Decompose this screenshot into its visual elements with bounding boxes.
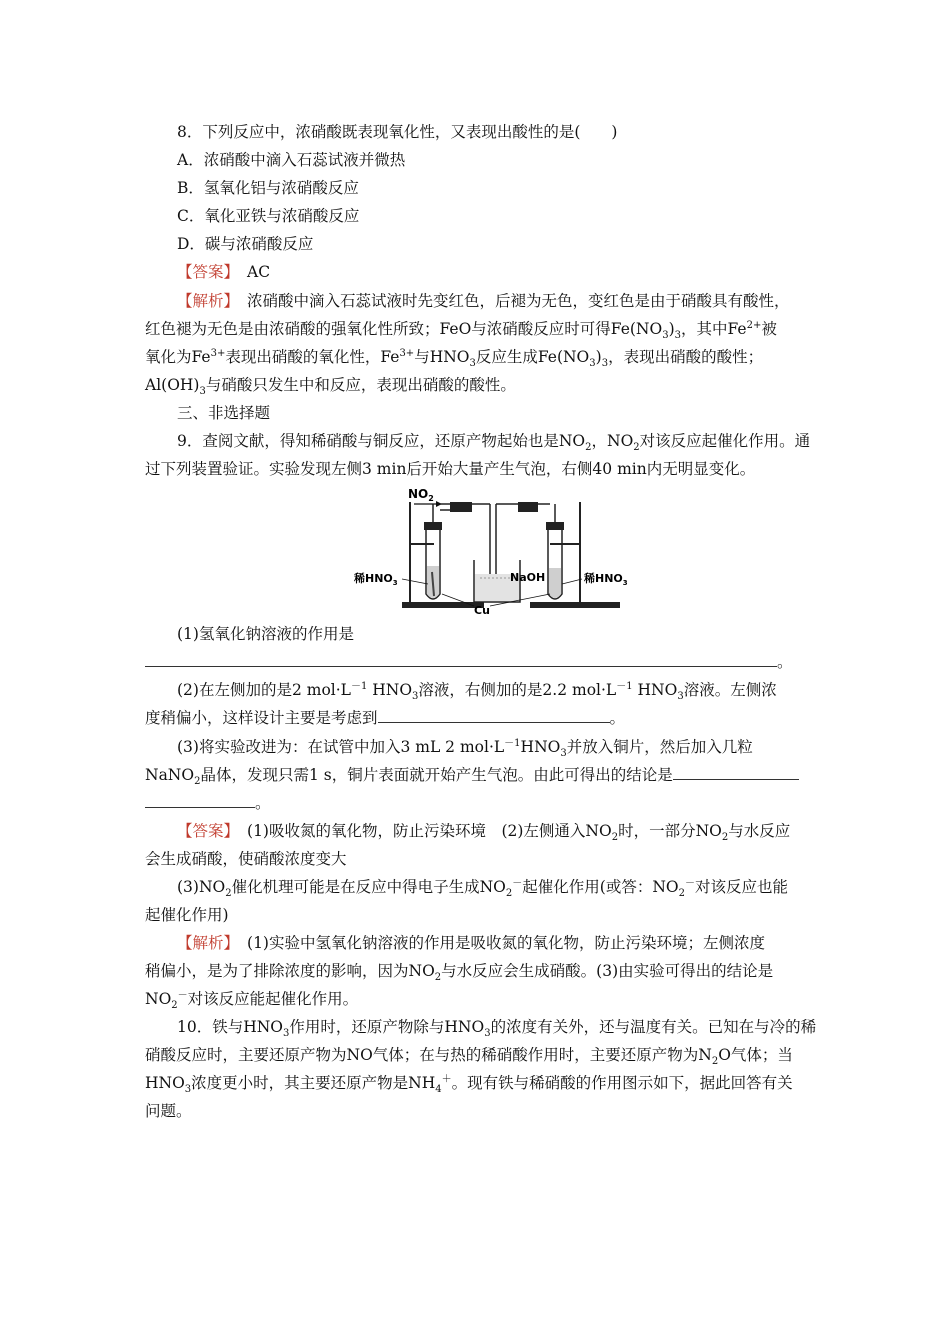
right-stand-base bbox=[530, 602, 620, 608]
q9-analysis-line-1: 【解析】 (1)实验中氢氧化钠溶液的作用是吸收氮的氧化物，防止污染环境；左侧浓度 bbox=[177, 934, 765, 952]
answer-tag: 【答案】 bbox=[177, 263, 240, 281]
answer-blank[interactable] bbox=[378, 706, 610, 723]
q8-option-a: A．浓硝酸中滴入石蕊试液并微热 bbox=[177, 151, 406, 169]
q9-stem-line-1: 9．查阅文献，得知稀硝酸与铜反应，还原产物起始也是$NO_2$，$NO_2$对该反应起催化作用。通 bbox=[177, 432, 811, 454]
q9-part-1-blank-line: 。 bbox=[145, 648, 805, 676]
q8-analysis-line-2: 红色褪为无色是由浓硝酸的强氧化性所致；FeO与浓硝酸反应时可得$Fe(NO_3)_3$，其中$Fe^{2+}$被 bbox=[145, 319, 777, 342]
left-acid-label: 稀$HNO_3$ bbox=[354, 572, 398, 587]
q9-analysis-line-2: 稍偏小，是为了排除浓度的影响，因为$NO_2$与水反应会生成硝酸。(3)由实验可得出的结论是 bbox=[145, 962, 774, 984]
q10-line-1: 10．铁与$HNO_3$作用时，还原产物除与$HNO_3$的浓度有关外，还与温度有关。已知在与冷的稀 bbox=[177, 1018, 817, 1040]
q8-option-d: D．碳与浓硝酸反应 bbox=[177, 235, 314, 253]
q9-part-1: (1)氢氧化钠溶液的作用是 bbox=[177, 625, 354, 643]
q8-stem: 8．下列反应中，浓硝酸既表现氧化性，又表现出酸性的是( ) bbox=[177, 123, 618, 141]
q9-part-3-line-2: NaNO$_2$晶体，发现只需1 s，铜片表面就开始产生气泡。由此可得出的结论是 bbox=[145, 761, 805, 789]
right-acid-label: 稀$HNO_3$ bbox=[584, 572, 628, 587]
q9-answer-line-3: $(3)NO_2$催化机理可能是在反应中得电子生成$NO_2^-$起催化作用(或答：$NO_2^-$对该反应也能 bbox=[177, 877, 788, 900]
q10-line-2: 硝酸反应时，主要还原产物为NO气体；在与热的稀硝酸作用时，主要还原产物为$N_2O$气体；当 bbox=[145, 1046, 793, 1068]
q9-part-3-line-3: 。 bbox=[145, 789, 805, 817]
q9-analysis-line-3: $NO_2^-$对该反应能起催化作用。 bbox=[145, 989, 359, 1012]
answer-blank[interactable] bbox=[673, 763, 799, 780]
q9-answer-line-4: 起催化作用) bbox=[145, 906, 229, 924]
q8-answer: 【答案】 AC bbox=[177, 263, 271, 281]
q10-line-3: $HNO_3$浓度更小时，其主要还原产物是$NH_4^+$。现有铁与稀硝酸的作用图示如下，据此回答有关 bbox=[145, 1073, 793, 1096]
q9-part-2-line-2: 度稍偏小，这样设计主要是考虑到 。 bbox=[145, 704, 805, 732]
answer-tag: 【答案】 bbox=[177, 822, 240, 840]
naoh-label: NaOH bbox=[510, 571, 546, 584]
cu-label: Cu bbox=[474, 604, 490, 616]
q8-analysis-line-4: $Al(OH)_3$与硝酸只发生中和反应，表现出硝酸的酸性。 bbox=[145, 376, 516, 398]
answer-blank[interactable] bbox=[145, 650, 777, 667]
q8-analysis-line-3: 氧化为$Fe^{3+}$表现出硝酸的氧化性，$Fe^{3+}$与$HNO_3$反应生成$Fe(NO_3)_3$，表现出硝酸的酸性； bbox=[145, 347, 764, 370]
no2-label: $NO_2$ bbox=[408, 487, 434, 503]
q8-option-c: C．氧化亚铁与浓硝酸反应 bbox=[177, 207, 360, 225]
section-heading: 三、非选择题 bbox=[177, 404, 271, 422]
answer-blank[interactable] bbox=[145, 791, 255, 808]
q9-stem-line-2: 过下列装置验证。实验发现左侧3 min后开始大量产生气泡，右侧40 min内无明显变化。 bbox=[145, 460, 756, 478]
q9-part-2-line-1: (2)在左侧加的是2 $mol\cdot L^{-1}$ $HNO_3$溶液，右侧加的是2.2 $mol\cdot L^{-1}$ $HNO_3$溶液。左侧浓 bbox=[177, 680, 777, 703]
q10-line-4: 问题。 bbox=[145, 1102, 192, 1120]
analysis-tag: 【解析】 bbox=[177, 292, 240, 310]
q9-part-3-line-1: (3)将实验改进为：在试管中加入3 mL 2 $mol\cdot L^{-1}HNO_3$并放入铜片，然后加入几粒 bbox=[177, 737, 753, 760]
apparatus-figure bbox=[350, 484, 640, 616]
analysis-tag: 【解析】 bbox=[177, 934, 240, 952]
q9-answer-line-1: 【答案】 (1)吸收氮的氧化物，防止污染环境 (2)左侧通入$NO_2$时，一部分$NO_2$与水反应 bbox=[177, 822, 791, 844]
q9-answer-line-2: 会生成硝酸，使硝酸浓度变大 bbox=[145, 850, 347, 868]
q8-analysis-line-1: 【解析】 浓硝酸中滴入石蕊试液时先变红色，后褪为无色，变红色是由于硝酸具有酸性， bbox=[177, 292, 790, 310]
q8-option-b: B．氢氧化铝与浓硝酸反应 bbox=[177, 179, 359, 197]
